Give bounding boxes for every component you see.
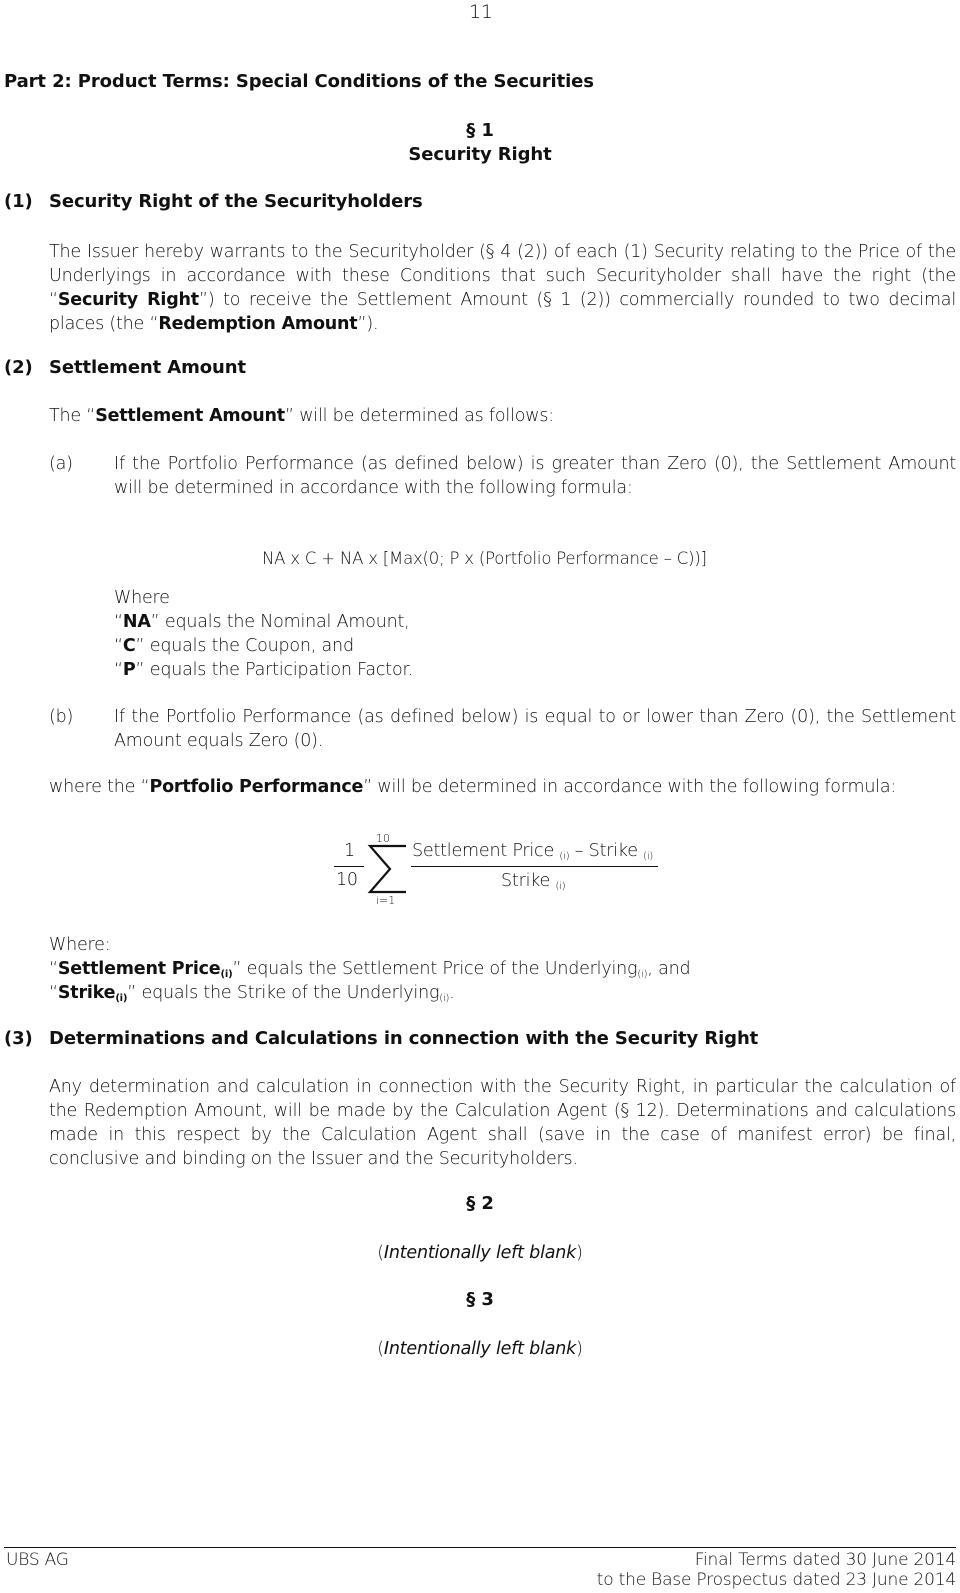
para-3-heading: Determinations and Calculations in connection with the Security Right — [49, 1028, 759, 1049]
part-title: Part 2: Product Terms: Special Conditions of the Securities — [4, 71, 594, 92]
para-1-label: (1) — [4, 191, 33, 212]
item-b-text: If the Portfolio Performance (as defined below) is equal to or lower than Zero (0), the Settlement Amount equals Zero (0). — [114, 707, 956, 751]
para-3-text: Any determination and calculation in connection with the Security Right, in particular the calculation of the Redemption Amount, will be made by the Calculation Agent (§ 12). Determinations and calculations made in this respect by the Calculation Agent shall (save in the case of manifest error) be final, conclusive and binding on the Issuer and the Securityholders. — [49, 1077, 956, 1169]
formula-denominator: Strike $_{(i)}$ — [501, 871, 566, 892]
item-a-label: (a) — [49, 454, 73, 474]
sigma-icon — [366, 844, 410, 894]
para-2-heading: Settlement Amount — [49, 357, 246, 378]
section-3-text: (Intentionally left blank) — [377, 1339, 583, 1359]
para-1-text: The Issuer hereby warrants to the Securityholder (§ 4 (2)) of each (1) Security relating to the Price of the Underlyings in accordance with these Conditions that such Securityholder shall have the right (the “Security Right”) to receive the Settlement Amount (§ 1 (2)) commercially rounded to two decimal places (the “Redemption Amount”). — [49, 242, 956, 334]
term-settlement-amount: Settlement Amount — [95, 406, 285, 426]
where-label-2: Where: — [49, 935, 111, 955]
para-2-label: (2) — [4, 357, 33, 378]
footer-rule — [4, 1547, 956, 1548]
item-b-label: (b) — [49, 707, 74, 727]
definition-c: “C” equals the Coupon, and — [114, 636, 354, 656]
section-1-symbol: § 1 — [466, 120, 494, 141]
footer-base-prospectus: to the Base Prospectus dated 23 June 2014 — [596, 1570, 956, 1590]
section-1-title: Security Right — [408, 144, 552, 165]
term-portfolio-performance: Portfolio Performance — [149, 777, 364, 797]
para-1-heading: Security Right of the Securityholders — [49, 191, 423, 212]
fraction-numerator: 1 — [344, 841, 355, 861]
footer-final-terms: Final Terms dated 30 June 2014 — [694, 1550, 956, 1570]
settlement-formula: NA x C + NA x [Max(0; P x (Portfolio Performance – C))] — [262, 549, 707, 568]
fraction-denominator: 10 — [336, 870, 358, 890]
term-redemption-amount: Redemption Amount — [158, 314, 358, 334]
portfolio-formula — [330, 832, 670, 922]
item-a-text: If the Portfolio Performance (as defined below) is greater than Zero (0), the Settlement Amount will be determined in accordance with the following formula: — [114, 454, 956, 498]
section-2-symbol: § 2 — [466, 1193, 494, 1214]
fraction-bar — [334, 866, 364, 867]
definition-settlement-price: “Settlement Price$_{(i)}$” equals the Settlement Price of the Underlying$_{(i)}$, and — [49, 959, 691, 980]
section-3-symbol: § 3 — [466, 1289, 494, 1310]
definition-strike: “Strike$_{(i)}$” equals the Strike of the Underlying$_{(i)}$. — [49, 983, 455, 1004]
para-3-label: (3) — [4, 1028, 33, 1049]
definition-na: “NA” equals the Nominal Amount, — [114, 612, 410, 632]
settlement-intro: The “Settlement Amount” will be determined as follows: — [49, 406, 554, 426]
formula-bar — [411, 866, 658, 867]
portfolio-performance-intro: where the “Portfolio Performance” will be determined in accordance with the following formula: — [49, 777, 897, 797]
sum-upper-limit: 10 — [376, 832, 390, 845]
where-label: Where — [114, 588, 170, 608]
section-2-text: (Intentionally left blank) — [377, 1243, 583, 1263]
formula-numerator: Settlement Price $_{(i)}$ – Strike $_{(i)}$ — [412, 841, 654, 862]
page-number: 11 — [469, 1, 493, 23]
definition-p: “P” equals the Participation Factor. — [114, 660, 414, 680]
term-security-right: Security Right — [57, 290, 199, 310]
footer-issuer: UBS AG — [6, 1550, 69, 1570]
sum-lower-limit: i=1 — [376, 894, 396, 907]
